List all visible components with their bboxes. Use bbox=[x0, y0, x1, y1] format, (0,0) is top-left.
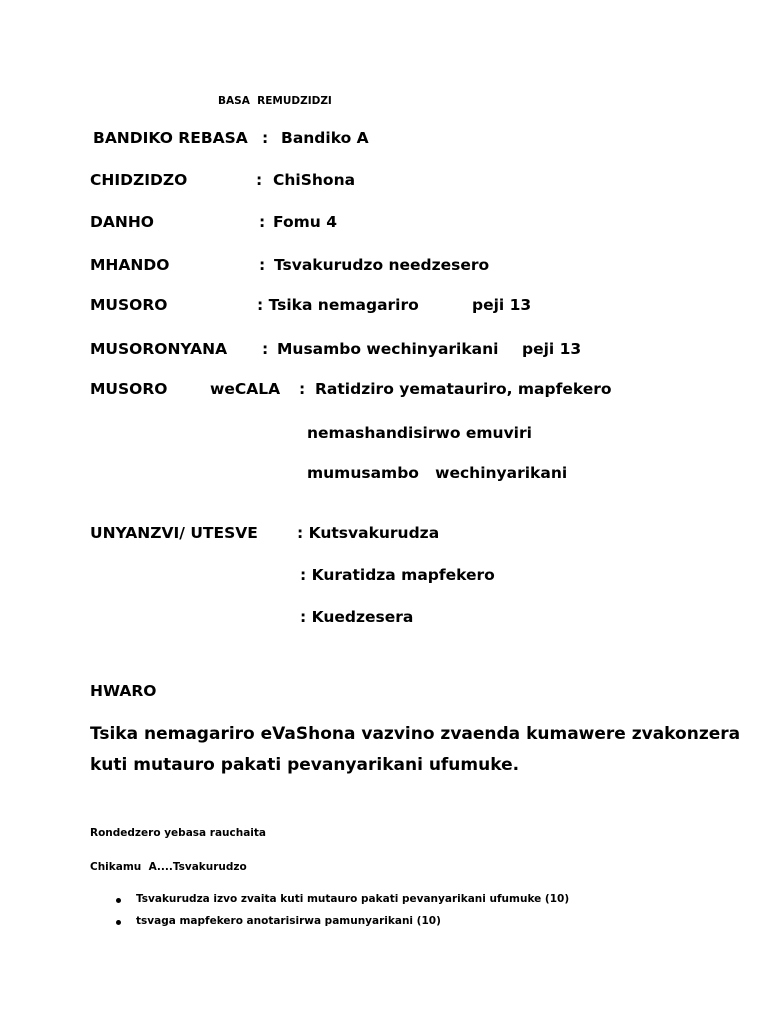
unyanzvi-item: : Kuedzesera bbox=[300, 608, 414, 626]
header-separator: : bbox=[299, 380, 306, 398]
header-label: BANDIKO REBASA bbox=[93, 129, 248, 147]
header-value: Fomu 4 bbox=[273, 213, 337, 231]
header-separator: : bbox=[262, 340, 269, 358]
musoro-wecala-label: MUSORO bbox=[90, 380, 168, 398]
header-label: MHANDO bbox=[90, 256, 170, 274]
page-reference: peji 13 bbox=[522, 340, 582, 358]
header-separator: : bbox=[256, 171, 263, 189]
header-value: ChiShona bbox=[273, 171, 356, 189]
header-label: MUSORONYANA bbox=[90, 340, 228, 358]
bullet-item: Tsvakurudza izvo zvaita kuti mutauro pakati pevanyarikani ufumuke (10) bbox=[136, 893, 570, 905]
hwaro-heading: HWARO bbox=[90, 682, 157, 700]
header-value: Bandiko A bbox=[281, 129, 369, 147]
unyanzvi-item: : Kutsvakurudza bbox=[297, 524, 440, 542]
bullet-marker bbox=[116, 920, 121, 925]
hwaro-text-line: kuti mutauro pakati pevanyarikani ufumuke. bbox=[90, 755, 520, 775]
musoro-wecala-line: Ratidziro yematauriro, mapfekero bbox=[315, 380, 612, 398]
header-label: DANHO bbox=[90, 213, 154, 231]
unyanzvi-label: UNYANZVI/ UTESVE bbox=[90, 524, 258, 542]
bullet-marker bbox=[116, 898, 121, 903]
header-separator: : bbox=[259, 213, 266, 231]
unyanzvi-item: : Kuratidza mapfekero bbox=[300, 566, 495, 584]
header-separator: : bbox=[262, 129, 269, 147]
header-value: Tsvakurudzo needzesero bbox=[274, 256, 490, 274]
document-title: BASA REMUDZIDZI bbox=[218, 95, 332, 107]
chikamu-heading: Chikamu A....Tsvakurudzo bbox=[90, 861, 247, 873]
hwaro-text-line: Tsika nemagariro eVaShona vazvino zvaenda kumawere zvakonzera bbox=[90, 724, 741, 744]
header-separator: : bbox=[259, 256, 266, 274]
musoro-wecala-label2: weCALA bbox=[210, 380, 281, 398]
header-label: CHIDZIDZO bbox=[90, 171, 188, 189]
page-reference: peji 13 bbox=[472, 296, 532, 314]
musoro-wecala-line: nemashandisirwo emuviri bbox=[307, 424, 532, 442]
bullet-item: tsvaga mapfekero anotarisirwa pamunyarikani (10) bbox=[136, 915, 441, 927]
rondedzero-heading: Rondedzero yebasa rauchaita bbox=[90, 827, 266, 839]
header-label: MUSORO bbox=[90, 296, 168, 314]
musoro-wecala-line: mumusambo wechinyarikani bbox=[307, 464, 568, 482]
header-value: : Tsika nemagariro bbox=[257, 296, 419, 314]
header-value: Musambo wechinyarikani bbox=[277, 340, 499, 358]
